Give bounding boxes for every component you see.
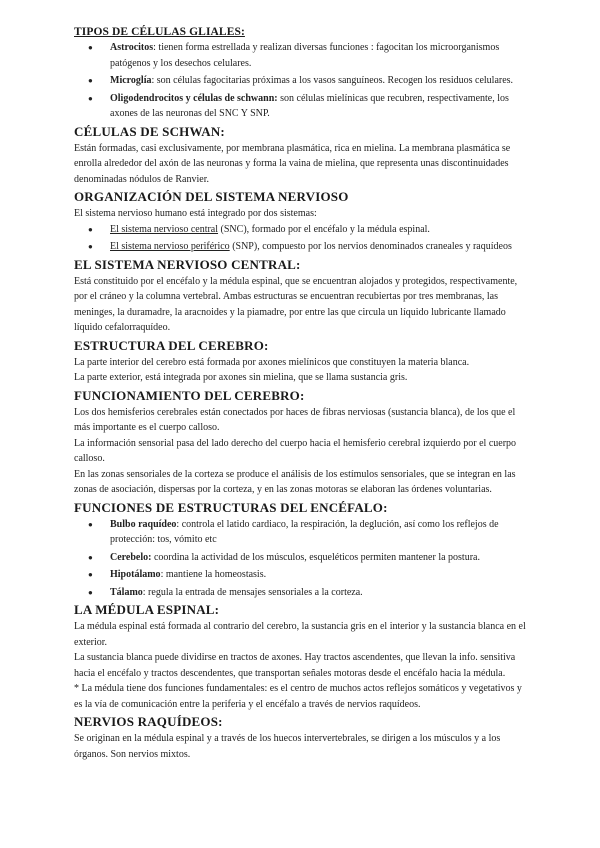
list-item — [110, 91, 526, 122]
link-snp[interactable]: El sistema nervioso periférico — [110, 241, 230, 252]
heading-nervios-raquideos: NERVIOS RAQUÍDEOS: — [74, 714, 223, 729]
paragraph: Se originan en la médula espinal y a través de los huecos intervertebrales, se dirigen a los músculos y a los órganos. Son nervios mixtos. — [74, 733, 501, 760]
list-tipos-celulas — [74, 40, 526, 122]
heading-funcionamiento-cerebro: FUNCIONAMIENTO DEL CEREBRO: — [74, 387, 305, 403]
list-funciones — [74, 517, 526, 601]
definition: coordina la actividad de los músculos, esqueléticos permiten mantener la postura. — [151, 551, 480, 563]
list-item — [110, 40, 526, 71]
paragraph: La parte interior del cerebro está formada por axones mielínicos que constituyen la materia blanca. — [74, 356, 470, 368]
paragraph: La información sensorial pasa del lado derecho del cuerpo hacia el hemisferio cerebral izquierdo por el cuerpo calloso. — [74, 437, 517, 464]
list-item — [110, 585, 526, 601]
list-item — [110, 222, 526, 238]
paragraph: Está constituido por el encéfalo y la médula espinal, que se encuentran alojados y protegidos, respectivamente, por el cráneo y la columna vertebral. Ambas estructuras se encuentran recubiertas por tres membranas, las meninges, la duramadre, la aracnoides y la piamadre, por entre las que circula un líquido lubricante llamado líquido cefalorraquídeo. — [74, 275, 518, 333]
heading-medula-espinal: LA MÉDULA ESPINAL: — [74, 602, 220, 617]
term: Tálamo — [110, 586, 143, 598]
definition: (SNC), formado por el encéfalo y la médula espinal. — [218, 223, 430, 235]
list-item — [110, 567, 526, 583]
term: Microglía — [110, 75, 152, 86]
definition: : mantiene la homeostasis. — [160, 569, 267, 580]
paragraph: El sistema nervioso humano está integrado por dos sistemas: — [74, 208, 317, 219]
heading-estructura-cerebro: ESTRUCTURA DEL CEREBRO: — [74, 337, 269, 353]
list-sistemas — [74, 222, 526, 255]
heading-sistema-nervioso-central: EL SISTEMA NERVIOSO CENTRAL: — [74, 256, 301, 272]
definition: : controla el latido cardiaco, la respiración, la deglución, así como los reflejos de protección: tos, vómito etc — [110, 518, 499, 545]
paragraph: La parte exterior, está integrada por axones sin mielina, que se llama sustancia gris. — [74, 372, 408, 383]
term: Hipotálamo — [110, 569, 161, 580]
list-item — [110, 517, 526, 548]
definition: son células mielínicas que recubren, respectivamente, los axones de las neuronas del SNC Y SNP. — [110, 92, 509, 119]
list-item — [110, 73, 526, 89]
definition: : regula la entrada de mensajes sensoriales a la corteza. — [142, 586, 363, 598]
heading-funciones-estructuras: FUNCIONES DE ESTRUCTURAS DEL ENCÉFALO: — [74, 499, 388, 515]
term: Astrocitos — [110, 42, 154, 53]
definition: (SNP), compuesto por los nervios denominados craneales y raquídeos — [229, 241, 512, 252]
term: Cerebelo: — [110, 551, 152, 563]
paragraph: Están formadas, casi exclusivamente, por membrana plasmática, rica en mielina. La membrana plasmática se enrolla alrededor del axón de las neuronas y forma la vaina de mielina, que representa unas discontinuidades denominadas nódulos de Ranvier. — [74, 142, 511, 185]
heading-celulas-de-schwan: CÉLULAS DE SCHWAN: — [74, 123, 225, 139]
list-item — [110, 239, 526, 255]
definition: : son células fagocitarias próximas a los vasos sanguíneos. Recogen los residuos celulares. — [151, 75, 514, 86]
list-item — [110, 550, 526, 566]
paragraph: * La médula tiene dos funciones fundamentales: es el centro de muchos actos reflejos somáticos y vegetativos y es la vía de comunicación entre la periferia y el encéfalo a través de nervios raquídeos. — [74, 683, 522, 710]
paragraph: La médula espinal está formada al contrario del cerebro, la sustancia gris en el interior y la sustancia blanca en el exterior. — [74, 621, 526, 648]
paragraph: La sustancia blanca puede dividirse en tractos de axones. Hay tractos ascendentes, que llevan la info. sensitiva hacia el encéfalo y tractos descendentes, que transportan señales motoras desde el encéfalo hacia la médula. — [74, 652, 516, 679]
paragraph: En las zonas sensoriales de la corteza se produce el análisis de los estímulos sensoriales, que se integran en las zonas de asociación, dispersas por la corteza, y en las zonas motoras se elaboran las órdenes voluntarias. — [74, 468, 516, 495]
link-snc[interactable]: El sistema nervioso central — [110, 223, 219, 235]
heading-organizacion: ORGANIZACIÓN DEL SISTEMA NERVIOSO — [74, 189, 349, 204]
document-page — [74, 26, 526, 762]
definition: : tienen forma estrellada y realizan diversas funciones : fagocitan los microorganismos patógenos y los desechos celulares. — [110, 42, 500, 69]
term: Oligodendrocitos y células de schwann: — [110, 92, 278, 104]
paragraph: Los dos hemisferios cerebrales están conectados por haces de fibras nerviosas (sustancia blanca), de los que el más importante es el cuerpo calloso. — [74, 406, 516, 433]
term: Bulbo raquídeo — [110, 518, 177, 530]
heading-tipos-celulas-gliales: TIPOS DE CÉLULAS GLIALES: — [74, 26, 245, 38]
